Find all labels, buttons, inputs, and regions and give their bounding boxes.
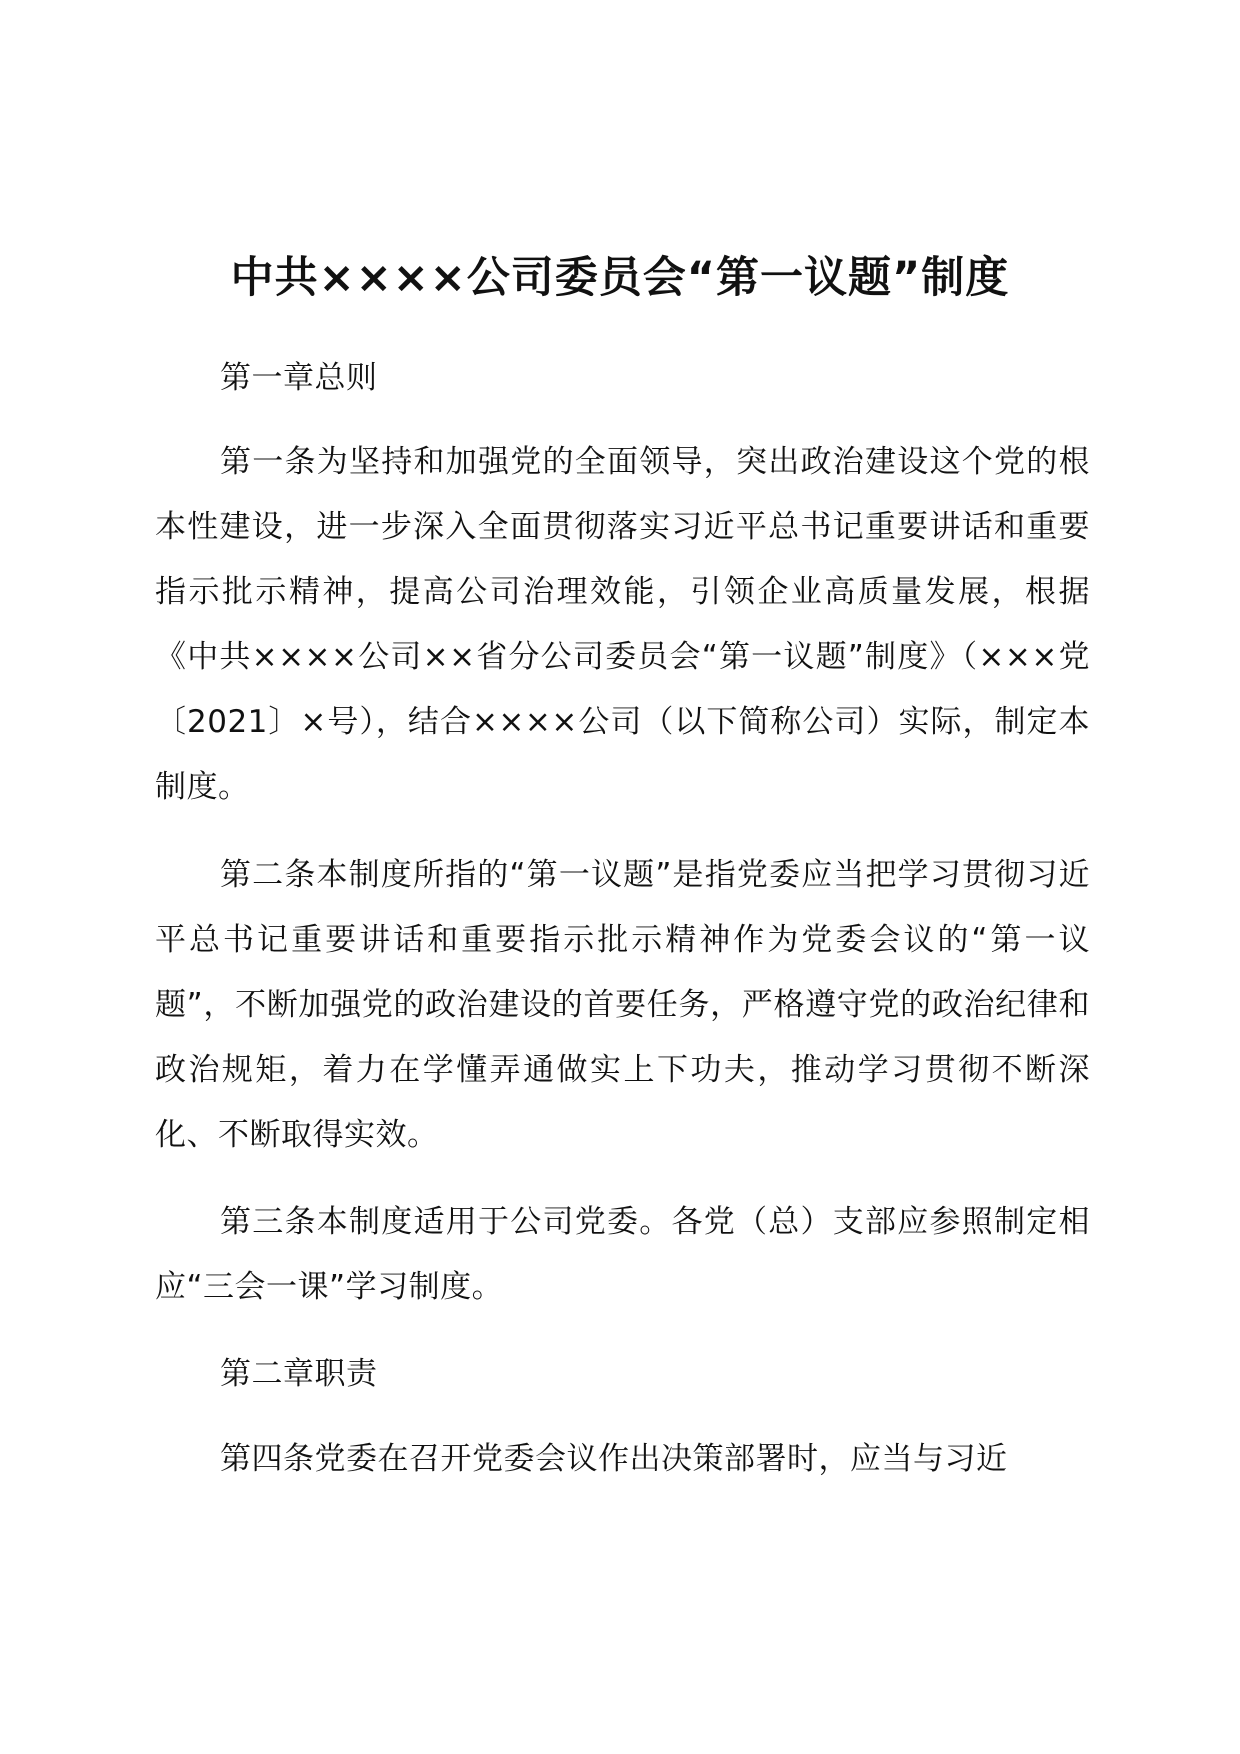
article-3-paragraph: 第三条本制度适用于公司党委。各党（总）支部应参照制定相应“三会一课”学习制度。: [155, 1204, 1090, 1305]
document-title: 中共××××公司委员会“第一议题”制度: [230, 253, 1010, 303]
article-2-paragraph: 第二条本制度所指的“第一议题”是指党委应当把学习贯彻习近平总书记重要讲话和重要指示批示精神作为党委会议的“第一议题”，不断加强党的政治建设的首要任务，严格遵守党的政治纪律和政治规矩，着力在学懂弄通做实上下功夫，推动学习贯彻不断深化、不断取得实效。: [155, 857, 1090, 1153]
chapter-heading-general: 第一章总则: [220, 360, 378, 396]
article-1-paragraph: 第一条为坚持和加强党的全面领导，突出政治建设这个党的根本性建设，进一步深入全面贯彻落实习近平总书记重要讲话和重要指示批示精神，提高公司治理效能，引领企业高质量发展，根据《中共××××公司××省分公司委员会“第一议题”制度》（×××党〔2021〕×号），结合××××公司（以下简称公司）实际，制定本制度。: [155, 444, 1090, 805]
article-4-paragraph: 第四条党委在召开党委会议作出决策部署时，应当与习近: [220, 1441, 1008, 1477]
chapter-heading-responsibilities: 第二章职责: [220, 1356, 378, 1392]
